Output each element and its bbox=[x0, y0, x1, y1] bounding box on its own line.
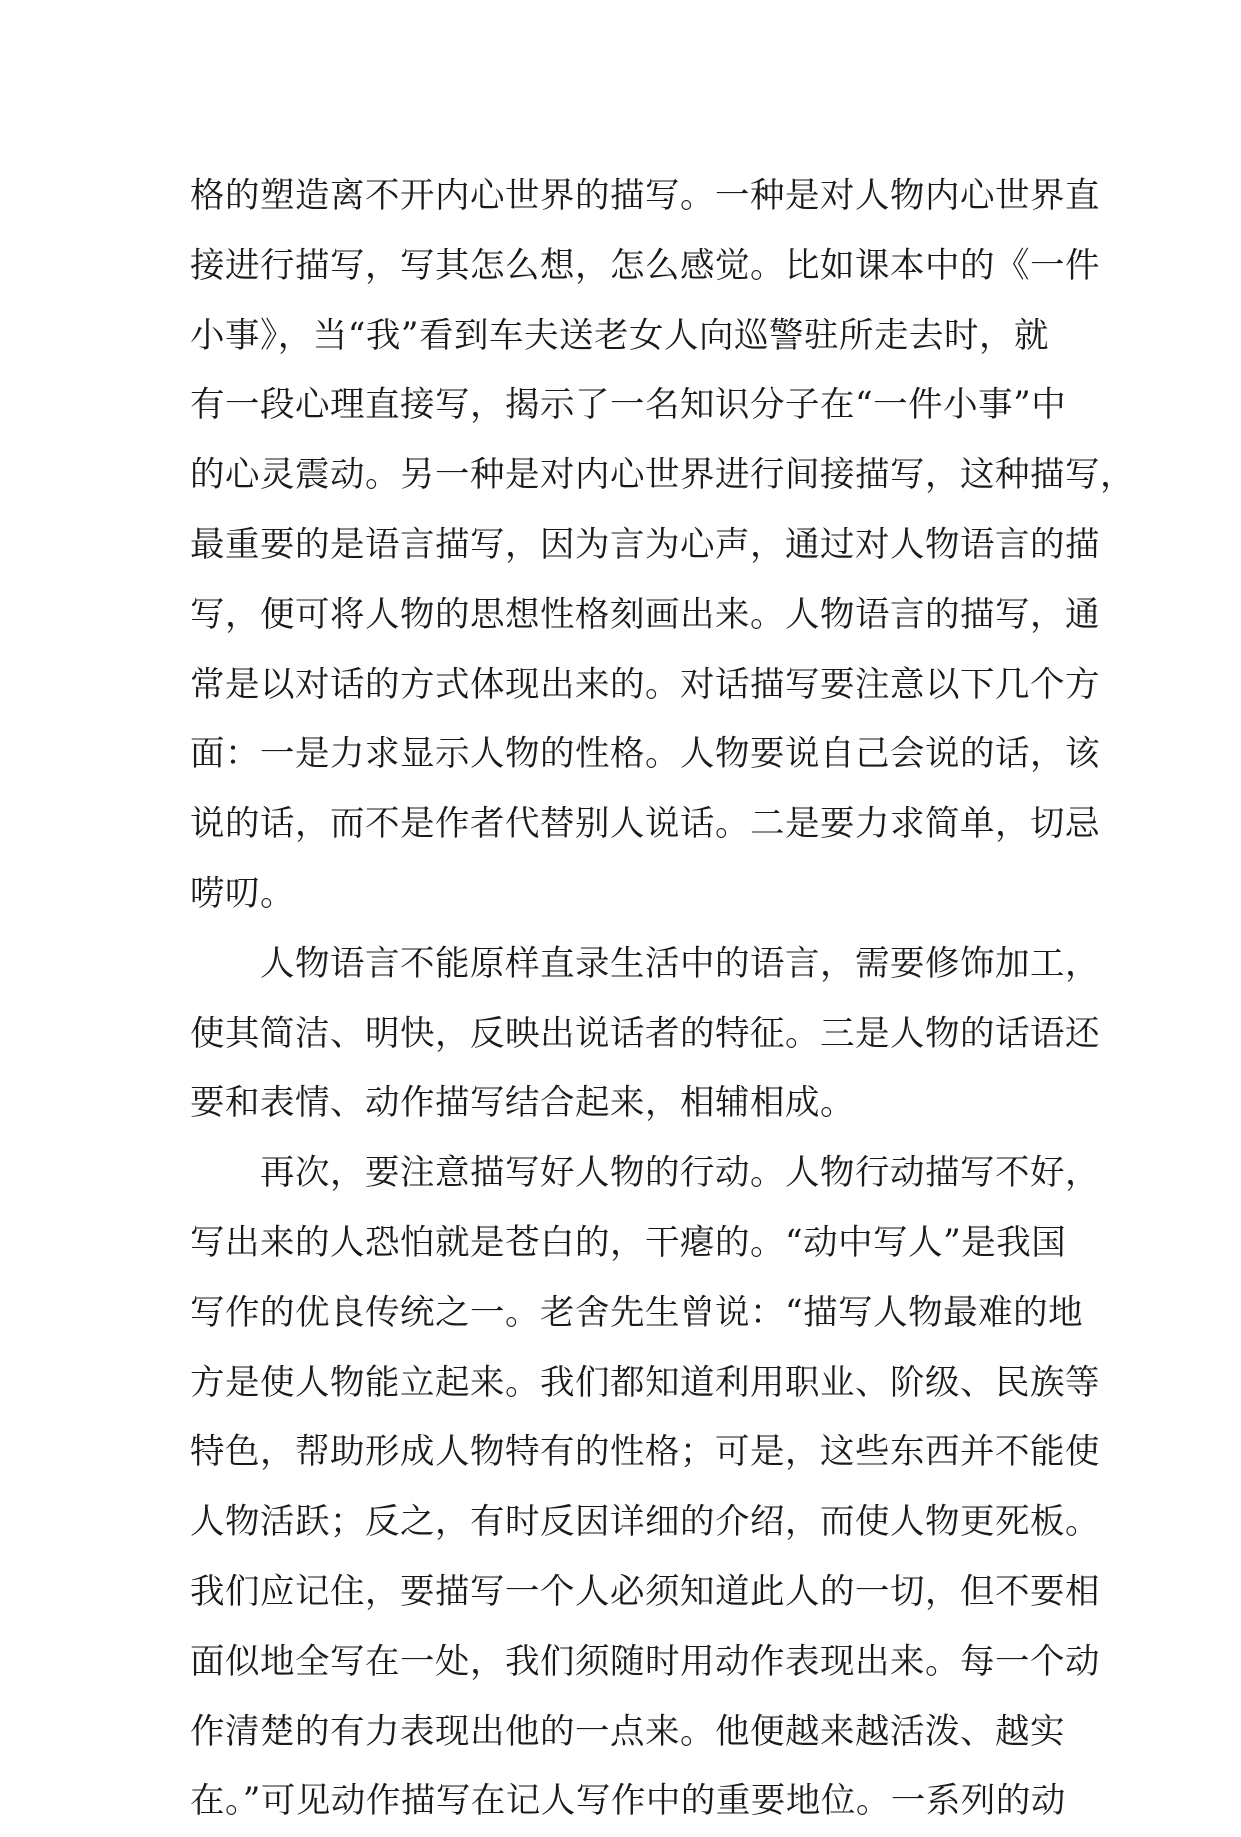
text-line: 的心灵震动。另一种是对内心世界进行间接描写，这种描写， bbox=[190, 455, 1135, 496]
text-line: 面似地全写在一处，我们须随时用动作表现出来。每一个动 bbox=[190, 1641, 1100, 1682]
text-line: 有一段心理直接写，揭示了一名知识分子在“一件小事”中 bbox=[190, 385, 1067, 426]
text-line: 特色，帮助形成人物特有的性格；可是，这些东西并不能使 bbox=[190, 1432, 1100, 1473]
text-line: 格的塑造离不开内心世界的描写。一种是对人物内心世界直 bbox=[190, 176, 1100, 216]
text-line: 写出来的人恐怕就是苍白的，干瘪的。“动中写人”是我国 bbox=[190, 1222, 1067, 1263]
text-line: 面：一是力求显示人物的性格。人物要说自己会说的话，该 bbox=[190, 734, 1100, 775]
text-line: 人物活跃；反之，有时反因详细的介绍，而使人物更死板。 bbox=[190, 1502, 1100, 1543]
text-line: 最重要的是语言描写，因为言为心声，通过对人物语言的描 bbox=[190, 524, 1100, 565]
text-line: 使其简洁、明快，反映出说话者的特征。三是人物的话语还 bbox=[190, 1013, 1100, 1054]
paragraph-start-line: 人物语言不能原样直录生活中的语言，需要修饰加工， bbox=[260, 943, 1100, 984]
text-line: 写，便可将人物的思想性格刻画出来。人物语言的描写，通 bbox=[190, 594, 1100, 635]
text-line: 方是使人物能立起来。我们都知道利用职业、阶级、民族等 bbox=[190, 1362, 1100, 1403]
text-line: 要和表情、动作描写结合起来，相辅相成。 bbox=[190, 1083, 855, 1124]
text-line: 在。”可见动作描写在记人写作中的重要地位。一系列的动 bbox=[190, 1781, 1066, 1822]
text-line: 作清楚的有力表现出他的一点来。他便越来越活泼、越实 bbox=[190, 1711, 1065, 1752]
text-line: 小事》，当“我”看到车夫送老女人向巡警驻所走去时，就 bbox=[190, 315, 1050, 356]
paragraph-start-line: 再次，要注意描写好人物的行动。人物行动描写不好， bbox=[260, 1153, 1100, 1194]
text-line: 常是以对话的方式体现出来的。对话描写要注意以下几个方 bbox=[190, 664, 1100, 705]
text-line: 说的话，而不是作者代替别人说话。二是要力求简单，切忌 bbox=[190, 804, 1100, 845]
text-line: 唠叨。 bbox=[190, 873, 295, 914]
body-text bbox=[190, 162, 1135, 1837]
text-line: 我们应记住，要描写一个人必须知道此人的一切，但不要相 bbox=[190, 1571, 1100, 1612]
text-line: 写作的优良传统之一。老舍先生曾说：“描写人物最难的地 bbox=[190, 1292, 1084, 1333]
text-line: 接进行描写，写其怎么想，怎么感觉。比如课本中的《一件 bbox=[190, 245, 1100, 286]
